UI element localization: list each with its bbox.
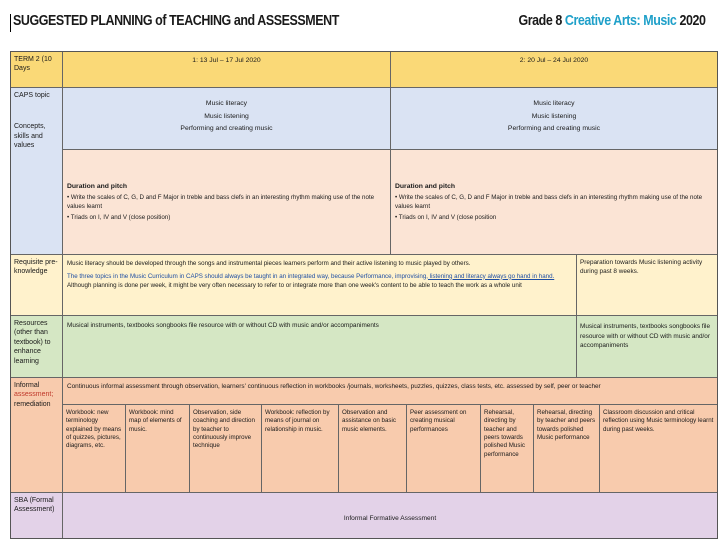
week2-concept-bullet: • Triads on I, IV and V (close position [395,213,497,221]
week1-topic: Music literacy [205,100,248,107]
informal-label: Informal [14,382,40,389]
term-label: TERM 2 (10 Days [14,56,52,73]
planning-table [10,51,718,539]
concepts-label: Concepts, skills and values [14,123,46,150]
week2-concept-bullet: • Write the scales of C, G, D and F Major in treble and bass clefs in an interesting rhythm making use of the note values learnt [395,194,703,210]
week1-topics-cell [63,88,391,150]
integration-note: The three topics in the Music Curriculum in CAPS should always be taught in an integrated way, because Performance, improvising, [67,272,428,280]
week1-concept-bullet: • Write the scales of C, G, D and F Major in treble and bass clefs in an interesting rhythm making use of the note values learnt [67,194,375,210]
text-cursor [10,14,11,32]
activity-cell [407,405,481,493]
prior-knowledge-cell [63,255,577,316]
week1-dates: 1: 13 Jul – 17 Jul 2020 [192,57,261,64]
year-label: 2020 [679,13,706,29]
activity-cell [481,405,534,493]
integration-note-emphasis: listening and literacy always go hand in hand. [428,272,555,280]
grade-label: Grade 8 [518,13,563,29]
week2-header-cell [391,52,717,88]
activity-text: Workbook: mind map of elements of music. [129,409,182,433]
prior-knowledge-line [67,272,572,282]
resources-label-cell [11,316,63,378]
prior-knowledge-week2-cell [577,255,717,316]
week1-concepts-cell [63,150,391,255]
resources-week2: Musical instruments, textbooks songbooks file resource with or without CD with music and/or accompaniments [580,323,711,350]
informal-label-cell [11,378,63,493]
grade-subject-title [519,13,706,29]
activity-text: Rehearsal, directing by teacher and peers towards polished Music performance [537,409,596,442]
week1-topic: Performing and creating music [180,125,273,133]
week2-concepts-heading: Duration and pitch [395,183,456,190]
informal-summary-cell [63,378,717,405]
week2-dates: 2: 20 Jul – 24 Jul 2020 [519,57,589,64]
activity-text: Observation, side coaching and direction by teacher to continuously improve technique [193,409,255,450]
activity-text: Peer assessment on creating musical performances [410,409,467,433]
activity-cell [126,405,190,493]
week2-topic: Performing and creating music [507,125,601,133]
resources-week2-cell [577,316,717,378]
prior-knowledge-line: Music literacy should be developed through the songs and instrumental pieces learners perform and their active listening to music played by others. [67,260,471,267]
activity-cell [600,405,717,493]
caps-label-cell [11,88,63,255]
week2-concepts-cell [391,150,717,255]
activity-cell [63,405,126,493]
week2-topic: Music listening [531,112,577,120]
activity-text: Rehearsal, directing by teacher and peers towards polished Music performance [484,409,525,458]
activity-cell [262,405,339,493]
activity-text: Classroom discussion and critical reflection using Music terminology learnt during past weeks. [603,409,714,433]
document-title: SUGGESTED PLANNING of TEACHING and ASSESSMENT [13,13,339,29]
activity-cell [190,405,262,493]
week1-header-cell [63,52,391,88]
sba-value-cell [63,493,717,538]
term-label-cell [11,52,63,88]
informal-label-remediation: remediation [14,400,51,408]
activity-text: Observation and assistance on basic music elements. [342,409,396,433]
activity-cell [339,405,407,493]
informal-summary: Continuous informal assessment through observation, learners' continuous reflection in workbooks /journals, worksheets, puzzles, quizzes, class tests, etc. assessed by self, peer or teacher [67,383,601,390]
prior-knowledge-week2: Preparation towards Music listening activity during past 8 weeks. [580,259,703,275]
week1-topic: Music listening [204,112,249,120]
activity-cell [534,405,600,493]
sba-label: SBA (Formal Assessment) [14,497,55,514]
prior-knowledge-label: Requisite pre-knowledge [14,259,58,276]
week1-concept-bullet: • Triads on I, IV and V (close position) [67,213,171,221]
page-header [0,0,720,48]
activity-text: Workbook: new terminology explained by means of quizzes, pictures, diagrams, etc. [66,409,122,450]
resources-label: Resources (other than textbook) to enhance learning [14,320,51,365]
prior-knowledge-label-cell [11,255,63,316]
subject-label: Creative Arts: Music [565,13,677,29]
prior-knowledge-line: Although planning is done per week, it might be very often necessary to refer to or integrate more than one week's content to be able to teach the work as a whole unit [67,282,522,290]
week2-topic: Music literacy [533,100,575,107]
sba-label-cell [11,493,63,538]
informal-label-assessment: assessment; [14,391,54,399]
activity-text: Workbook: reflection by means of journal on relationship in music. [265,409,330,433]
week2-topics-cell [391,88,717,150]
caps-topic-label: CAPS topic [14,92,50,99]
resources-cell [63,316,577,378]
sba-value: Informal Formative Assessment [343,515,437,522]
resources-week1: Musical instruments, textbooks songbooks file resource with or without CD with music and/or accompaniments [67,322,379,329]
week1-concepts-heading: Duration and pitch [67,183,128,190]
